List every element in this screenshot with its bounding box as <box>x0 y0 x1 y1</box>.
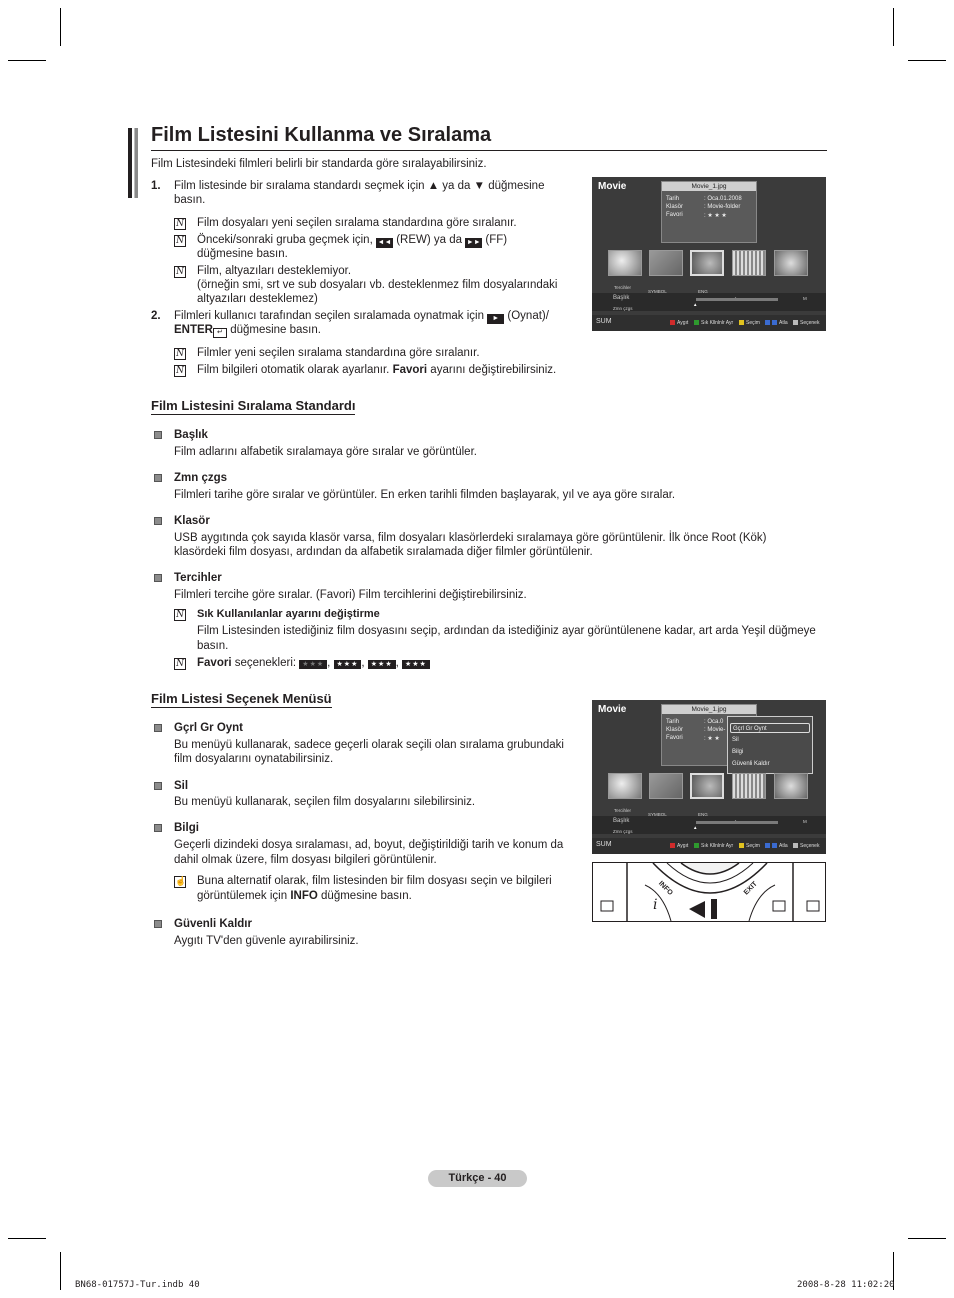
thumbnail[interactable] <box>608 250 642 276</box>
thumbnail[interactable] <box>690 250 724 276</box>
hand-icon: ☝ <box>175 877 187 887</box>
footer-date: 2008-8-28 11:02:20 <box>797 1280 895 1290</box>
item-text: USB aygıtında çok sayıda klasör varsa, film dosyaları klasörlerdeki sıralamaya göre görüntülenir. İlk önce Root (Kök) <box>174 532 767 544</box>
thumbnail[interactable] <box>649 250 683 276</box>
footer-file: BN68-01757J-Tur.indb 40 <box>75 1280 200 1290</box>
step-text: Film listesinde bir sıralama standardı seçmek için ▲ ya da ▼ düğmesine <box>174 180 545 192</box>
stars-2: ★★★ <box>368 660 396 669</box>
file-info-box: Movie_1.jpg Tarih : Oca.0 Klasör : Movie- Favori : ★ ★ <box>661 704 757 766</box>
note-text: Önceki/sonraki gruba geçmek için, ◄◄ (REW) ya da ►► (FF) <box>197 234 508 246</box>
info-button-label[interactable]: INFO <box>656 880 674 897</box>
bullet-square <box>154 474 162 482</box>
thumbnail[interactable] <box>732 250 766 276</box>
item-label: Sil <box>174 780 189 792</box>
menu-item[interactable]: Gçrl Gr Oynt <box>730 723 810 733</box>
page-title: Film Listesini Kullanma ve Sıralama <box>151 124 492 146</box>
bullet-square <box>154 574 162 582</box>
note-icon: N <box>174 365 186 377</box>
info-icon: i <box>653 897 658 913</box>
crop-mark <box>60 8 61 46</box>
note-text: (örneğin smi, srt ve sub dosyaları vb. desteklenmez film dosyalarındaki <box>197 279 558 291</box>
options-menu <box>727 716 813 774</box>
stars-3: ★★★ <box>402 660 430 669</box>
crop-mark <box>60 1252 61 1290</box>
step-text: ENTER ↵ düğmesine basın. <box>174 324 321 336</box>
note-icon: N <box>174 266 186 278</box>
bullet-square <box>154 782 162 790</box>
note-icon: N <box>174 218 186 230</box>
bullet-square <box>154 724 162 732</box>
item-label: Gçrl Gr Oynt <box>174 722 244 734</box>
progress-bar <box>696 298 778 301</box>
step-number: 1. <box>151 180 161 192</box>
play-icon: ► <box>487 314 504 324</box>
ff-icon: ►► <box>466 239 481 246</box>
file-info-box: Movie_1.jpg Tarih : Oca.01.2008 Klasör : Movie-folder Favori : ★ ★ ★ <box>661 181 757 243</box>
note-text: Filmler yeni seçilen sıralama standardına göre sıralanır. <box>197 347 480 359</box>
item-text: Bu menüyü kullanarak, sadece geçerli olarak seçili olan sıralama grubundaki <box>174 739 564 751</box>
menu-item[interactable]: Güvenli Kaldır <box>732 761 770 767</box>
exit-button-label[interactable]: EXIT <box>742 880 759 897</box>
step-number: 2. <box>151 310 161 322</box>
note-text: düğmesine basın. <box>197 248 288 260</box>
screen-title: Movie <box>598 704 627 715</box>
page-number: Türkçe - 40 <box>428 1170 527 1187</box>
item-text: Aygıtı TV'den güvenle ayırabilirsiniz. <box>174 935 359 947</box>
section-heading: Film Listesi Seçenek Menüsü <box>151 691 332 706</box>
intro-text: Film Listesindeki filmleri belirli bir standarda göre sıralayabilirsiniz. <box>151 158 487 170</box>
item-text: Filmleri tarihe göre sıralar ve görüntüler. En erken tarihli filmden başlayarak, yıl ve aya göre sıralar. <box>174 489 676 501</box>
note-text: basın. <box>197 640 229 652</box>
thumbnail[interactable] <box>774 773 808 799</box>
file-name: Movie_1.jpg <box>662 182 756 191</box>
title-rule <box>151 150 827 151</box>
note-icon: N <box>174 235 186 247</box>
item-text: klasördeki film dosyası, ardından da alfabetik sıralamada diğer filmler görüntülenir. <box>174 546 593 558</box>
tip-text: görüntülemek için INFO düğmesine basın. <box>197 890 412 902</box>
note-text: Film dosyaları yeni seçilen sıralama standardına göre sıralanır. <box>197 217 517 229</box>
rew-icon: ◄◄ <box>377 239 392 246</box>
stars-0: ★★★ <box>299 660 327 669</box>
item-label: Tercihler <box>174 572 222 584</box>
bullet-square <box>154 824 162 832</box>
step-text: basın. <box>174 194 206 206</box>
file-name: Movie_1.jpg <box>662 705 756 714</box>
tip-text: Buna alternatif olarak, film listesinden bir film dosyası seçin ve bilgileri <box>197 875 552 887</box>
bullet-square <box>154 517 162 525</box>
note-text: Film Listesinden istediğiniz film dosyasını seçip, ardından da istediğiniz ayar görüntülenene kadar, art arda Yeşil düğmeye <box>197 625 816 637</box>
title-decoration <box>128 128 138 198</box>
crop-mark <box>908 1238 946 1239</box>
note-text: Film, altyazıları desteklemiyor. <box>197 265 352 277</box>
bullet-square <box>154 920 162 928</box>
stars-1: ★★★ <box>334 660 362 669</box>
screen-title: Movie <box>598 181 627 192</box>
remote-drawing <box>593 863 826 922</box>
item-text: dahil olmak üzere, film dosyası bilgileri görüntülenir. <box>174 854 437 866</box>
item-text: Bu menüyü kullanarak, seçilen film dosyalarını silebilirsiniz. <box>174 796 476 808</box>
item-text: film dosyalarını oynatabilirsiniz. <box>174 753 334 765</box>
note-icon: N <box>174 348 186 360</box>
tv-screen-movie-list: Movie Movie_1.jpg Tarih : Oca.01.2008 Klasör : Movie-folder Favori : ★ ★ ★ Tercihler Başlık Zmn çzgs SYMBOL ENG M ▲ SUM Aygıt Sık Kllnlnlr Ayr Seçim Atla Seçenek <box>592 177 826 331</box>
menu-item[interactable]: Bilgi <box>732 749 744 755</box>
remote-control-illustration <box>592 862 826 922</box>
bullet-square <box>154 431 162 439</box>
crop-mark <box>8 60 46 61</box>
note-text: altyazıları desteklemez) <box>197 293 318 305</box>
crop-mark <box>893 8 894 46</box>
note-icon: N <box>174 609 186 621</box>
thumbnail[interactable] <box>732 773 766 799</box>
item-text: Filmleri tercihe göre sıralar. (Favori) Film tercihlerini değiştirebilirsiniz. <box>174 589 527 601</box>
tv-screen-options-menu: Movie Movie_1.jpg Tarih : Oca.0 Klasör : Movie- Favori : ★ ★ Gçrl Gr Oynt Sil Bilgi Güvenli Kaldır Tercihler Başlık Zmn çzgs SYMBOL ENG M ▲ SUM Aygıt Sık Kllnlnlr Ayr Seçim Atla Seçenek <box>592 700 826 854</box>
item-label: Başlık <box>174 429 208 441</box>
progress-bar <box>696 821 778 824</box>
crop-mark <box>8 1238 46 1239</box>
item-label: Klasör <box>174 515 210 527</box>
menu-item[interactable]: Sil <box>732 737 739 743</box>
item-label: Zmn çzgs <box>174 472 228 484</box>
item-text: Film adlarını alfabetik sıralamaya göre sıralar ve görüntüler. <box>174 446 477 458</box>
note-title: Sık Kullanılanlar ayarını değiştirme <box>197 608 380 620</box>
note-icon: N <box>174 658 186 670</box>
enter-icon: ↵ <box>213 328 227 338</box>
section-heading: Film Listesini Sıralama Standardı <box>151 398 356 413</box>
crop-mark <box>908 60 946 61</box>
item-label: Güvenli Kaldır <box>174 918 252 930</box>
item-label: Bilgi <box>174 822 199 834</box>
note-text: Favori seçenekleri: ★★★ , ★★★ , ★★★ , ★★★ <box>197 656 430 671</box>
item-text: Geçerli dizindeki dosya sıralaması, ad, boyut, değiştirildiği tarih ve konum da <box>174 839 564 851</box>
thumbnail[interactable] <box>774 250 808 276</box>
thumbnail[interactable] <box>690 773 724 799</box>
thumbnail[interactable] <box>649 773 683 799</box>
thumbnail[interactable] <box>608 773 642 799</box>
note-text: Film bilgileri otomatik olarak ayarlanır. Favori ayarını değiştirebilirsiniz. <box>197 364 557 376</box>
step-text: Filmleri kullanıcı tarafından seçilen sıralamada oynatmak için ► (Oynat)/ <box>174 310 549 322</box>
